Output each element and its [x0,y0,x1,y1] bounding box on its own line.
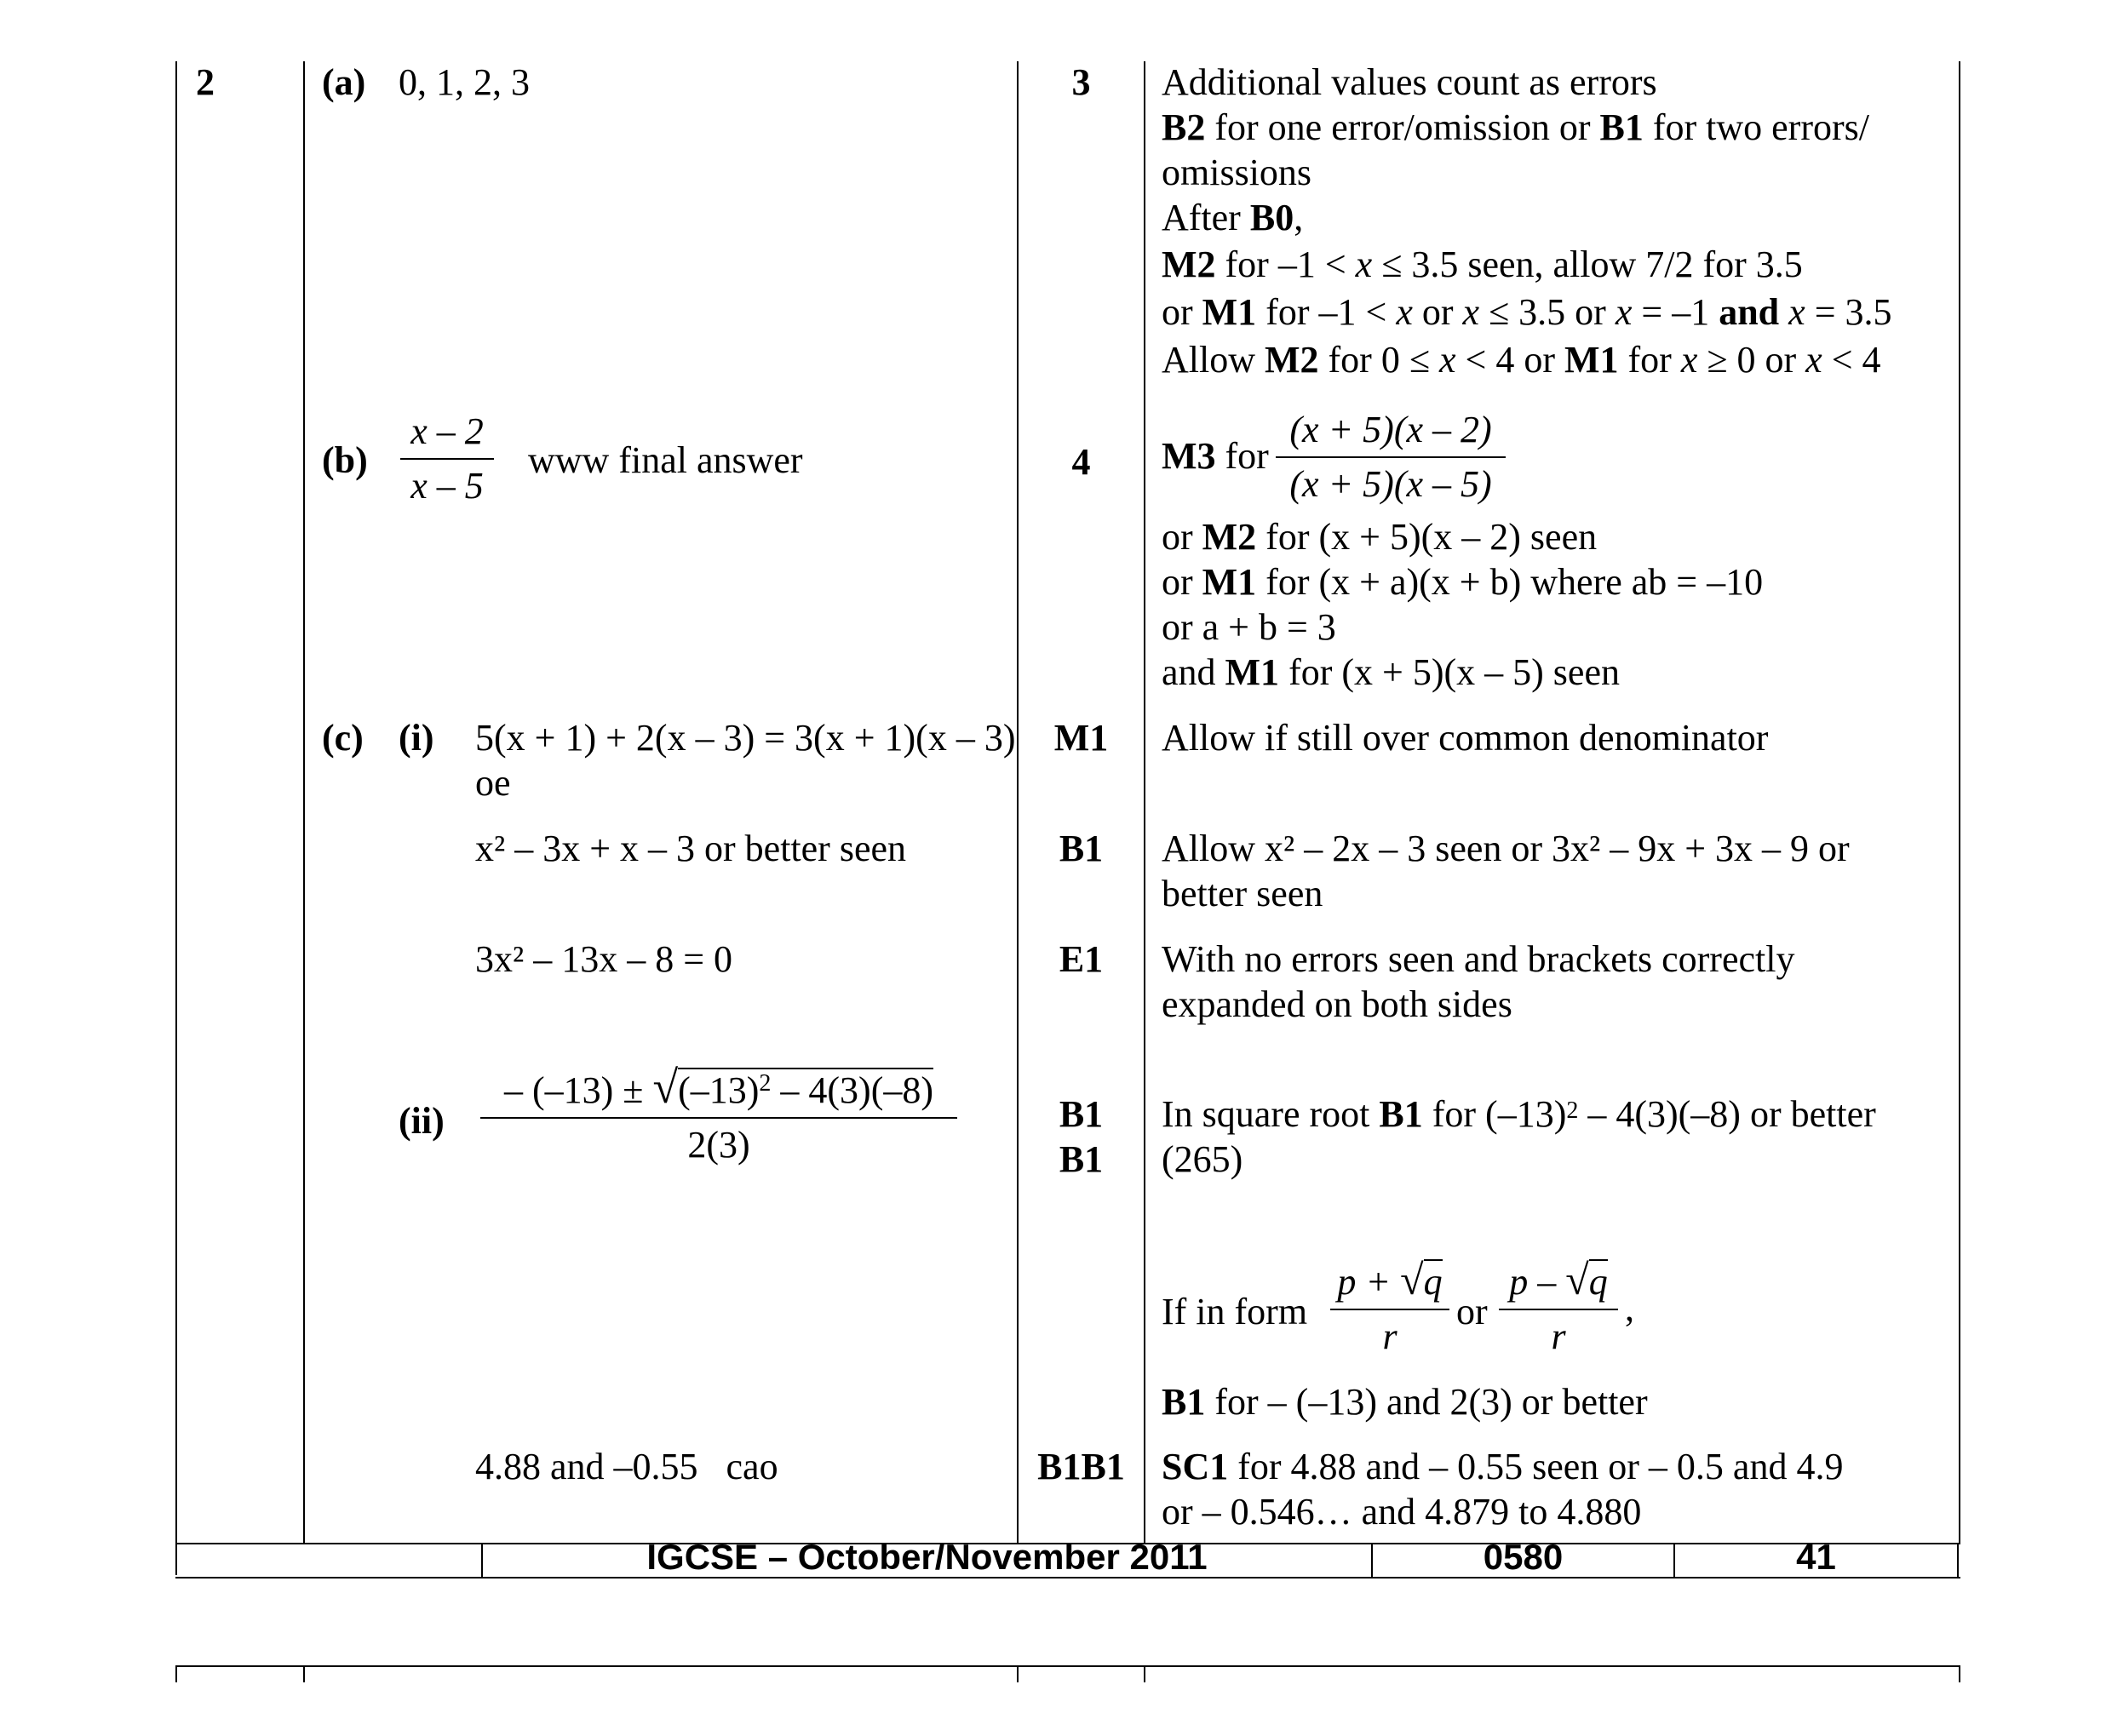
quadratic-formula [480,1062,957,1166]
part-c-note-3a: With no errors seen and brackets correctly [1162,938,1795,980]
next-table-div-3 [1144,1665,1145,1682]
next-table-top-rule [175,1665,1960,1667]
footer-syllabus: 0580 [1483,1537,1564,1577]
part-c-line-1-oe: oe [475,762,511,804]
form-prefix: If in form [1162,1291,1308,1332]
part-b-note-2: or M2 for (x + 5)(x – 2) seen [1162,516,1598,558]
part-a-label: (a) [322,61,366,103]
part-c-mark-5: B1B1 [1037,1446,1125,1487]
part-a-note-2: B2 for one error/omission or B1 for two errors/ [1162,106,1869,148]
part-a-note-1: Additional values count as errors [1162,61,1657,103]
part-c-line-1: 5(x + 1) + 2(x – 3) = 3(x + 1)(x – 3) [475,717,1016,759]
part-c-note-4: In square root B1 for $(-13)^2 - 4(3)(-8)$ or better [1162,1093,1876,1135]
part-c-note-2a: Allow x² – 2x – 3 seen or 3x² – 9x + 3x – 9 or [1162,828,1850,869]
table-border-right [1959,61,1960,1543]
part-c-note-5: B1 for – (–13) and 2(3) or better [1162,1381,1648,1423]
part-c-line-2: x² – 3x + x – 3 or better seen [475,828,906,869]
footer-paper: 41 [1796,1537,1836,1577]
part-c-label: (c) [322,717,364,759]
quadratic-denominator: 2(3) [687,1124,750,1166]
table-border-left [175,61,177,1575]
part-c-mark-2: B1 [1059,828,1104,869]
next-table-right [1959,1665,1960,1682]
part-c-mark-4b: B1 [1059,1138,1104,1180]
table-divider-question [303,61,305,1543]
form-comma: , [1625,1287,1634,1329]
part-b-note-3: or M1 for (x + a)(x + b) where ab = –10 [1162,561,1764,603]
part-c-note-4c: (265) [1162,1138,1243,1180]
part-c-mark-3: E1 [1059,938,1104,980]
next-table-left [175,1665,177,1682]
part-b-numerator: x – 2 [410,410,484,452]
part-a-note-7: Allow M2 for 0 ≤ x < 4 or M1 for x ≥ 0 or x < 4 [1162,339,1881,381]
part-c-note-6a: SC1 for 4.88 and – 0.55 seen or – 0.5 and 4.9 [1162,1446,1844,1487]
part-b-m3-fraction: (x + 5)(x – 2) (x + 5)(x – 5) [1276,409,1506,506]
part-c-mark-1: M1 [1053,717,1109,759]
part-a-mark: 3 [1071,61,1091,103]
form-fraction-minus: p – √q r [1499,1258,1618,1358]
part-b-mark: 4 [1071,441,1091,483]
quadratic-numerator: – $(-13) \pm √(-13)^2 - 4(3)(-8)$ [503,1062,933,1113]
part-c-note-1: Allow if still over common denominator [1162,717,1769,759]
part-a-note-4: After B0, [1162,197,1304,238]
part-c-line-3: 3x² – 13x – 8 = 0 [475,938,733,980]
next-table-div-2 [1017,1665,1019,1682]
part-b-answer-note: www final answer [528,439,803,481]
part-a-note-3: omissions [1162,152,1312,193]
part-c-ii-label: (ii) [399,1100,445,1142]
footer-exam: IGCSE – October/November 2011 [646,1537,1208,1577]
part-c-i-label: (i) [399,717,434,759]
part-c-mark-4a: B1 [1059,1093,1104,1135]
table-divider-answer [1017,61,1019,1543]
form-or: or [1456,1291,1488,1332]
part-b-note-5: and M1 for (x + 5)(x – 5) seen [1162,651,1620,693]
table-divider-mark [1144,61,1145,1543]
part-c-note-6b: or – 0.546… and 4.879 to 4.880 [1162,1491,1642,1533]
part-a-answer: 0, 1, 2, 3 [399,61,530,103]
part-b-note-4: or a + b = 3 [1162,606,1336,648]
next-table-div-1 [303,1665,305,1682]
part-b-denominator: x – 5 [410,465,484,507]
part-b-note-m3: M3 for [1162,435,1269,477]
part-c-note-2b: better seen [1162,873,1323,914]
part-c-note-3b: expanded on both sides [1162,983,1512,1025]
part-c-final-answer: 4.88 and –0.55 cao [475,1446,778,1487]
footer-border-right [1957,1543,1959,1577]
form-fraction-plus: p + √q r [1330,1258,1449,1358]
part-b-label: (b) [322,439,368,481]
part-b-answer-fraction [400,410,494,507]
part-a-note-5: M2 for –1 < x ≤ 3.5 seen, allow 7/2 for 3.5 [1162,243,1803,285]
question-number: 2 [196,61,215,103]
part-a-note-6: or M1 for –1 < x or x ≤ 3.5 or x = –1 and x = 3.5 [1162,291,1892,333]
